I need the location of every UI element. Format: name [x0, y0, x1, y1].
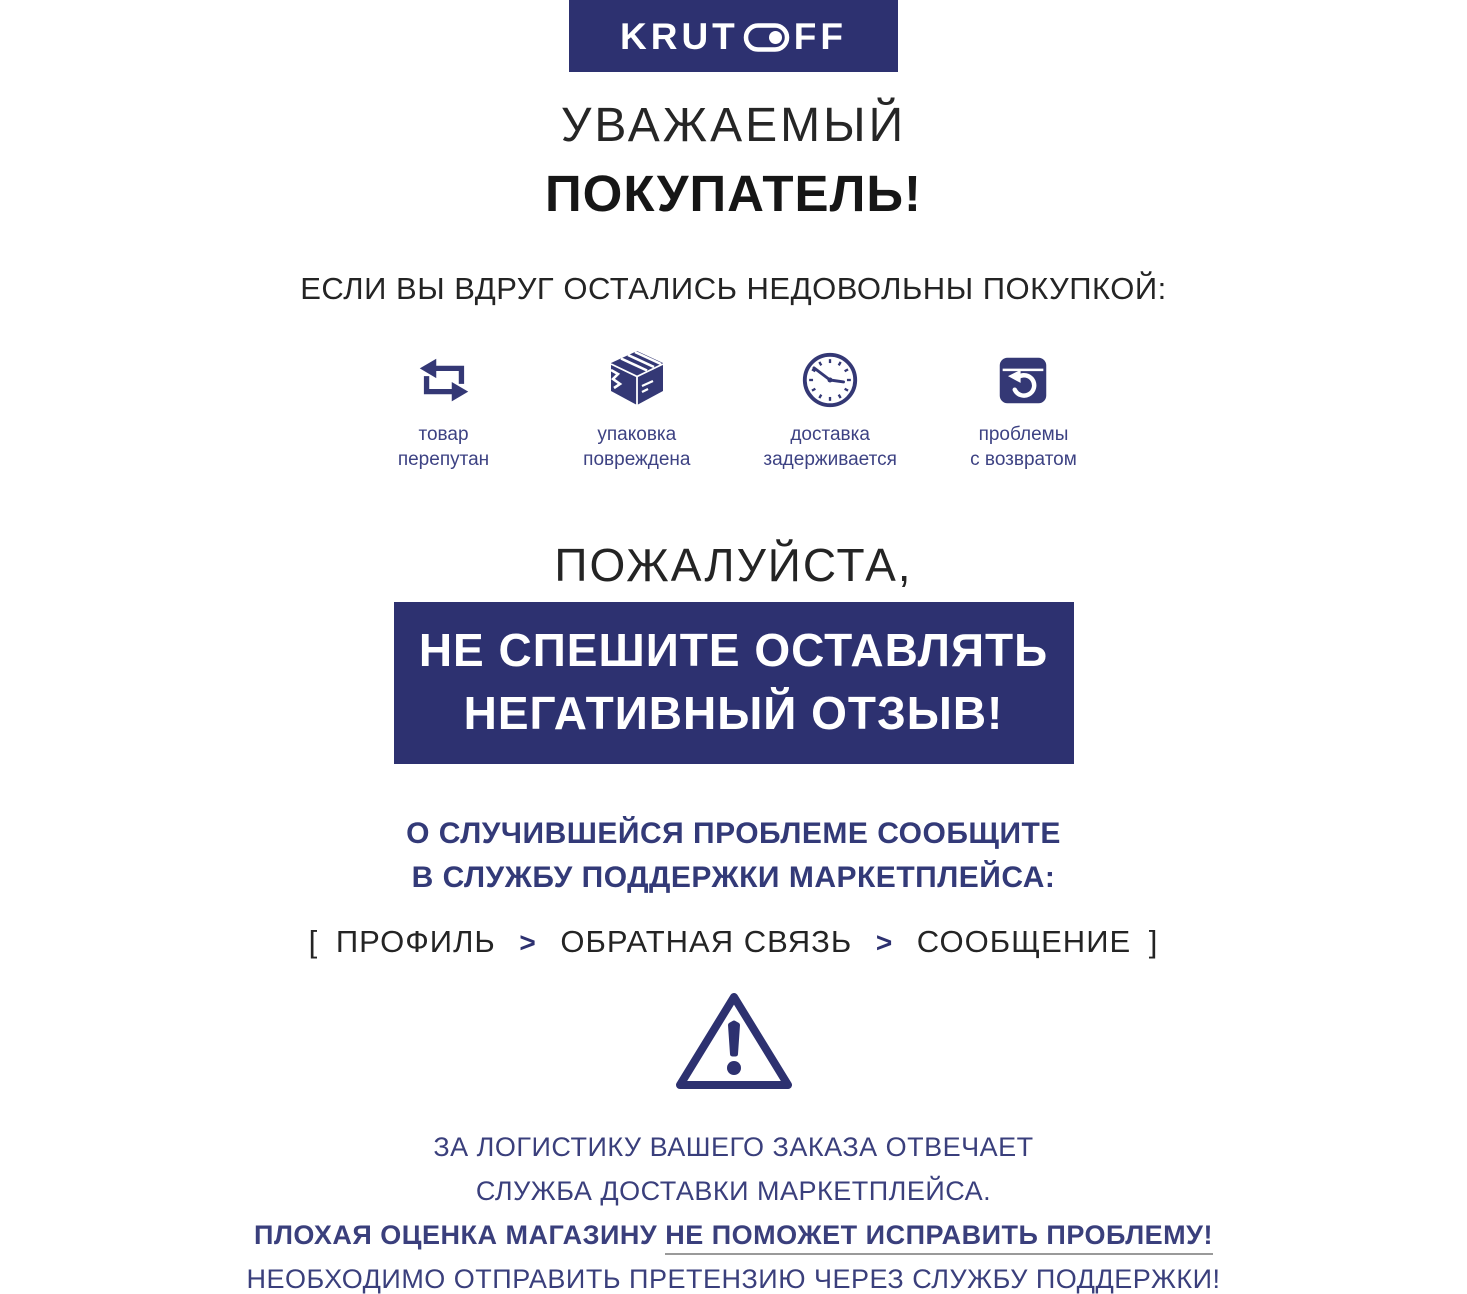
greeting-line1: УВАЖАЕМЫЙ	[560, 99, 907, 152]
warning-triangle-icon	[0, 990, 1467, 1094]
brand-logo-banner	[569, 0, 898, 72]
breadcrumb-step-feedback: ОБРАТНАЯ СВЯЗЬ	[560, 924, 853, 960]
issue-item-return-problems	[933, 345, 1113, 472]
footer-line-logistics: ЗА ЛОГИСТИКУ ВАШЕГО ЗАКАЗА ОТВЕЧАЕТ	[433, 1132, 1034, 1163]
damaged-box-icon	[605, 345, 669, 411]
plea-banner-line1: НЕ СПЕШИТЕ ОСТАВЛЯТЬ	[418, 624, 1049, 677]
plea-banner	[394, 602, 1074, 764]
support-note-line1: О СЛУЧИВШЕЙСЯ ПРОБЛЕМЕ СООБЩИТЕ	[406, 817, 1061, 851]
issue-item-damaged-packaging	[547, 345, 727, 472]
footer-block	[0, 1134, 1467, 1293]
footer-bad-rating-text: ПЛОХАЯ ОЦЕНКА МАГАЗИНУ	[254, 1220, 666, 1251]
plea-lead: ПОЖАЛУЙСТА,	[554, 539, 913, 592]
footer-bad-rating-underlined-text: НЕ ПОМОЖЕТ ИСПРАВИТЬ ПРОБЛЕМУ!	[665, 1220, 1213, 1255]
chevron-right-icon: >	[519, 927, 537, 959]
issue-label: доставка задерживается	[763, 424, 897, 470]
greeting-line2: ПОКУПАТЕЛЬ!	[545, 165, 922, 222]
breadcrumb	[0, 924, 1467, 960]
toggle-switch-icon	[743, 22, 790, 53]
issue-label: упаковка повреждена	[583, 424, 691, 470]
swap-arrows-icon	[413, 345, 475, 411]
intro-line: ЕСЛИ ВЫ ВДРУГ ОСТАЛИСЬ НЕДОВОЛЬНЫ ПОКУПКОЙ:	[300, 271, 1167, 306]
issue-label: товар перепутан	[397, 424, 490, 470]
support-note	[0, 812, 1467, 899]
breadcrumb-close-bracket: ]	[1148, 924, 1159, 960]
footer-line-bad-rating	[0, 1222, 1467, 1249]
breadcrumb-step-message: СООБЩЕНИЕ	[916, 924, 1132, 960]
clock-icon	[799, 345, 861, 411]
footer-line-delivery-service: СЛУЖБА ДОСТАВКИ МАРКЕТПЛЕЙСА.	[475, 1176, 992, 1207]
return-box-icon	[992, 345, 1054, 411]
plea-banner-line2: НЕГАТИВНЫЙ ОТЗЫВ!	[463, 687, 1004, 740]
issue-item-wrong-product	[354, 345, 534, 472]
footer-line-send-claim: НЕОБХОДИМО ОТПРАВИТЬ ПРЕТЕНЗИЮ ЧЕРЕЗ СЛУЖБУ ПОДДЕРЖКИ!	[246, 1264, 1221, 1294]
breadcrumb-open-bracket: [	[308, 924, 319, 960]
issues-row	[354, 345, 1114, 472]
issue-item-delayed-delivery	[740, 345, 920, 472]
brand-logo-text-left: KRUT	[620, 15, 739, 57]
issue-label: проблемы с возвратом	[970, 424, 1077, 470]
chevron-right-icon: >	[875, 927, 894, 959]
breadcrumb-step-profile: ПРОФИЛЬ	[335, 924, 496, 960]
brand-logo-text-right: FF	[793, 15, 847, 57]
support-note-line2: В СЛУЖБУ ПОДДЕРЖКИ МАРКЕТПЛЕЙСА:	[411, 860, 1056, 894]
